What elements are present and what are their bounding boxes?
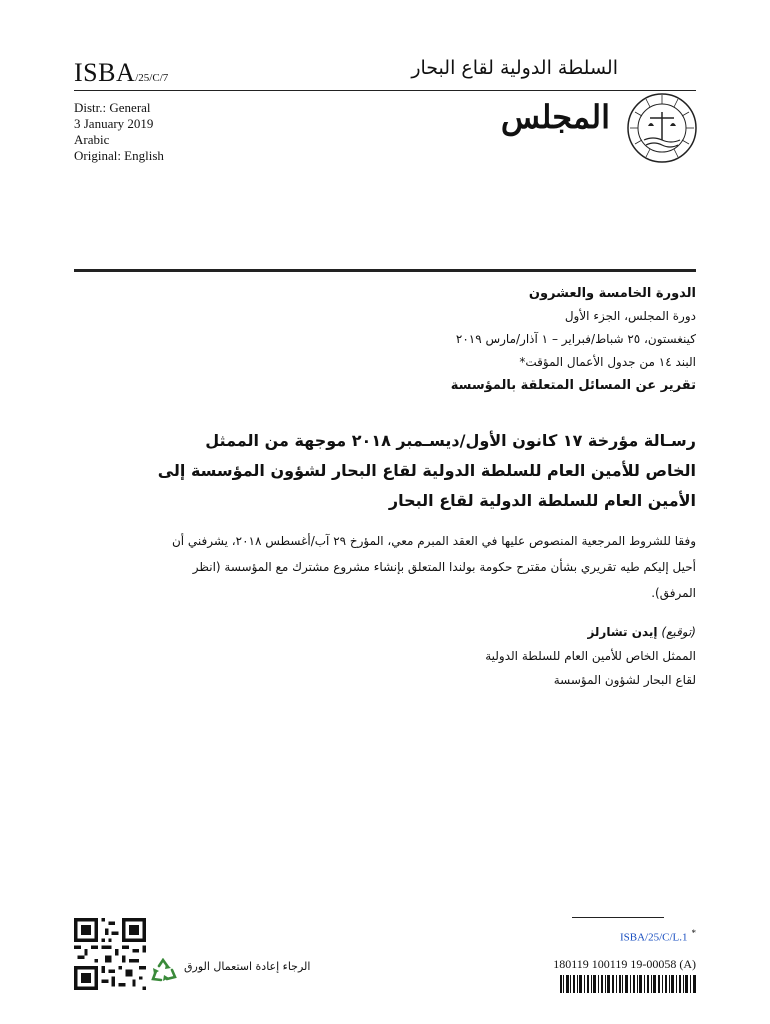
recycle-notice: الرجاء إعادة استعمال الورق bbox=[184, 960, 311, 973]
distribution-line: 3 January 2019 bbox=[74, 116, 154, 131]
council-heading: المجلس bbox=[500, 98, 610, 136]
session-title: الدورة الخامسة والعشرون bbox=[528, 286, 696, 301]
session-info bbox=[136, 282, 696, 397]
recycle-icon bbox=[150, 958, 178, 984]
session-place-dates: كينغستون، ٢٥ شباط/فبراير – ١ آذار/مارس ٢٠١٩ bbox=[455, 332, 696, 346]
signatory-title-line-1: الممثل الخاص للأمين العام للسلطة الدولية bbox=[485, 649, 696, 663]
symbol-suffix: /25/C/7 bbox=[135, 72, 169, 84]
job-number: 180119 100119 19-00058 (A) bbox=[553, 957, 696, 971]
footnote bbox=[520, 928, 696, 944]
barcode-icon bbox=[560, 975, 696, 993]
document-symbol bbox=[74, 58, 168, 88]
agenda-item: البند ١٤ من جدول الأعمال المؤقت* bbox=[519, 355, 696, 369]
letter-body: وفقا للشروط المرجعية المنصوص عليها في العقد المبرم معي، المؤرخ ٢٩ آب/أغسطس ٢٠١٨، يشرفني أن أحيل إليكم طيه تقريري بشأن مقترح حكومة بولندا المتعلق بإنشاء مشروع مشترك مع المؤسسة (انظر المرفق). bbox=[171, 534, 696, 600]
footnote-star: * bbox=[691, 928, 696, 938]
footnote-divider bbox=[572, 917, 664, 918]
session-part: دورة المجلس، الجزء الأول bbox=[564, 309, 696, 323]
isa-emblem-icon bbox=[626, 92, 698, 164]
symbol-main: ISBA bbox=[74, 58, 136, 87]
distribution-line: Distr.: General bbox=[74, 100, 151, 115]
header-divider bbox=[74, 90, 696, 91]
signature-line bbox=[156, 620, 696, 644]
signature-label: (توقيع) bbox=[661, 625, 696, 639]
qr-code-icon bbox=[74, 918, 146, 990]
distribution-block bbox=[74, 100, 164, 164]
signatory-title-line-2: لقاع البحار لشؤون المؤسسة bbox=[553, 673, 696, 687]
letter-title: رسـالة مؤرخة ١٧ كانون الأول/ديسـمبر ٢٠١٨ موجهة من الممثل الخاص للأمين العام للسلطة الدولية لقاع البحار لشؤون المؤسسة إلى الأمين العام للسلطة الدولية لقاع البحار bbox=[157, 431, 696, 510]
signature-block bbox=[156, 620, 696, 692]
section-divider bbox=[74, 269, 696, 272]
signatory-name: إيدن تشارلز bbox=[587, 625, 658, 639]
distribution-line: Arabic bbox=[74, 132, 110, 147]
footnote-link[interactable]: ISBA/25/C/L.1 bbox=[619, 931, 688, 944]
report-title: تقرير عن المسائل المتعلقة بالمؤسسة bbox=[450, 378, 696, 393]
distribution-line: Original: English bbox=[74, 148, 164, 163]
organization-name: السلطة الدولية لقاع البحار bbox=[411, 57, 618, 79]
